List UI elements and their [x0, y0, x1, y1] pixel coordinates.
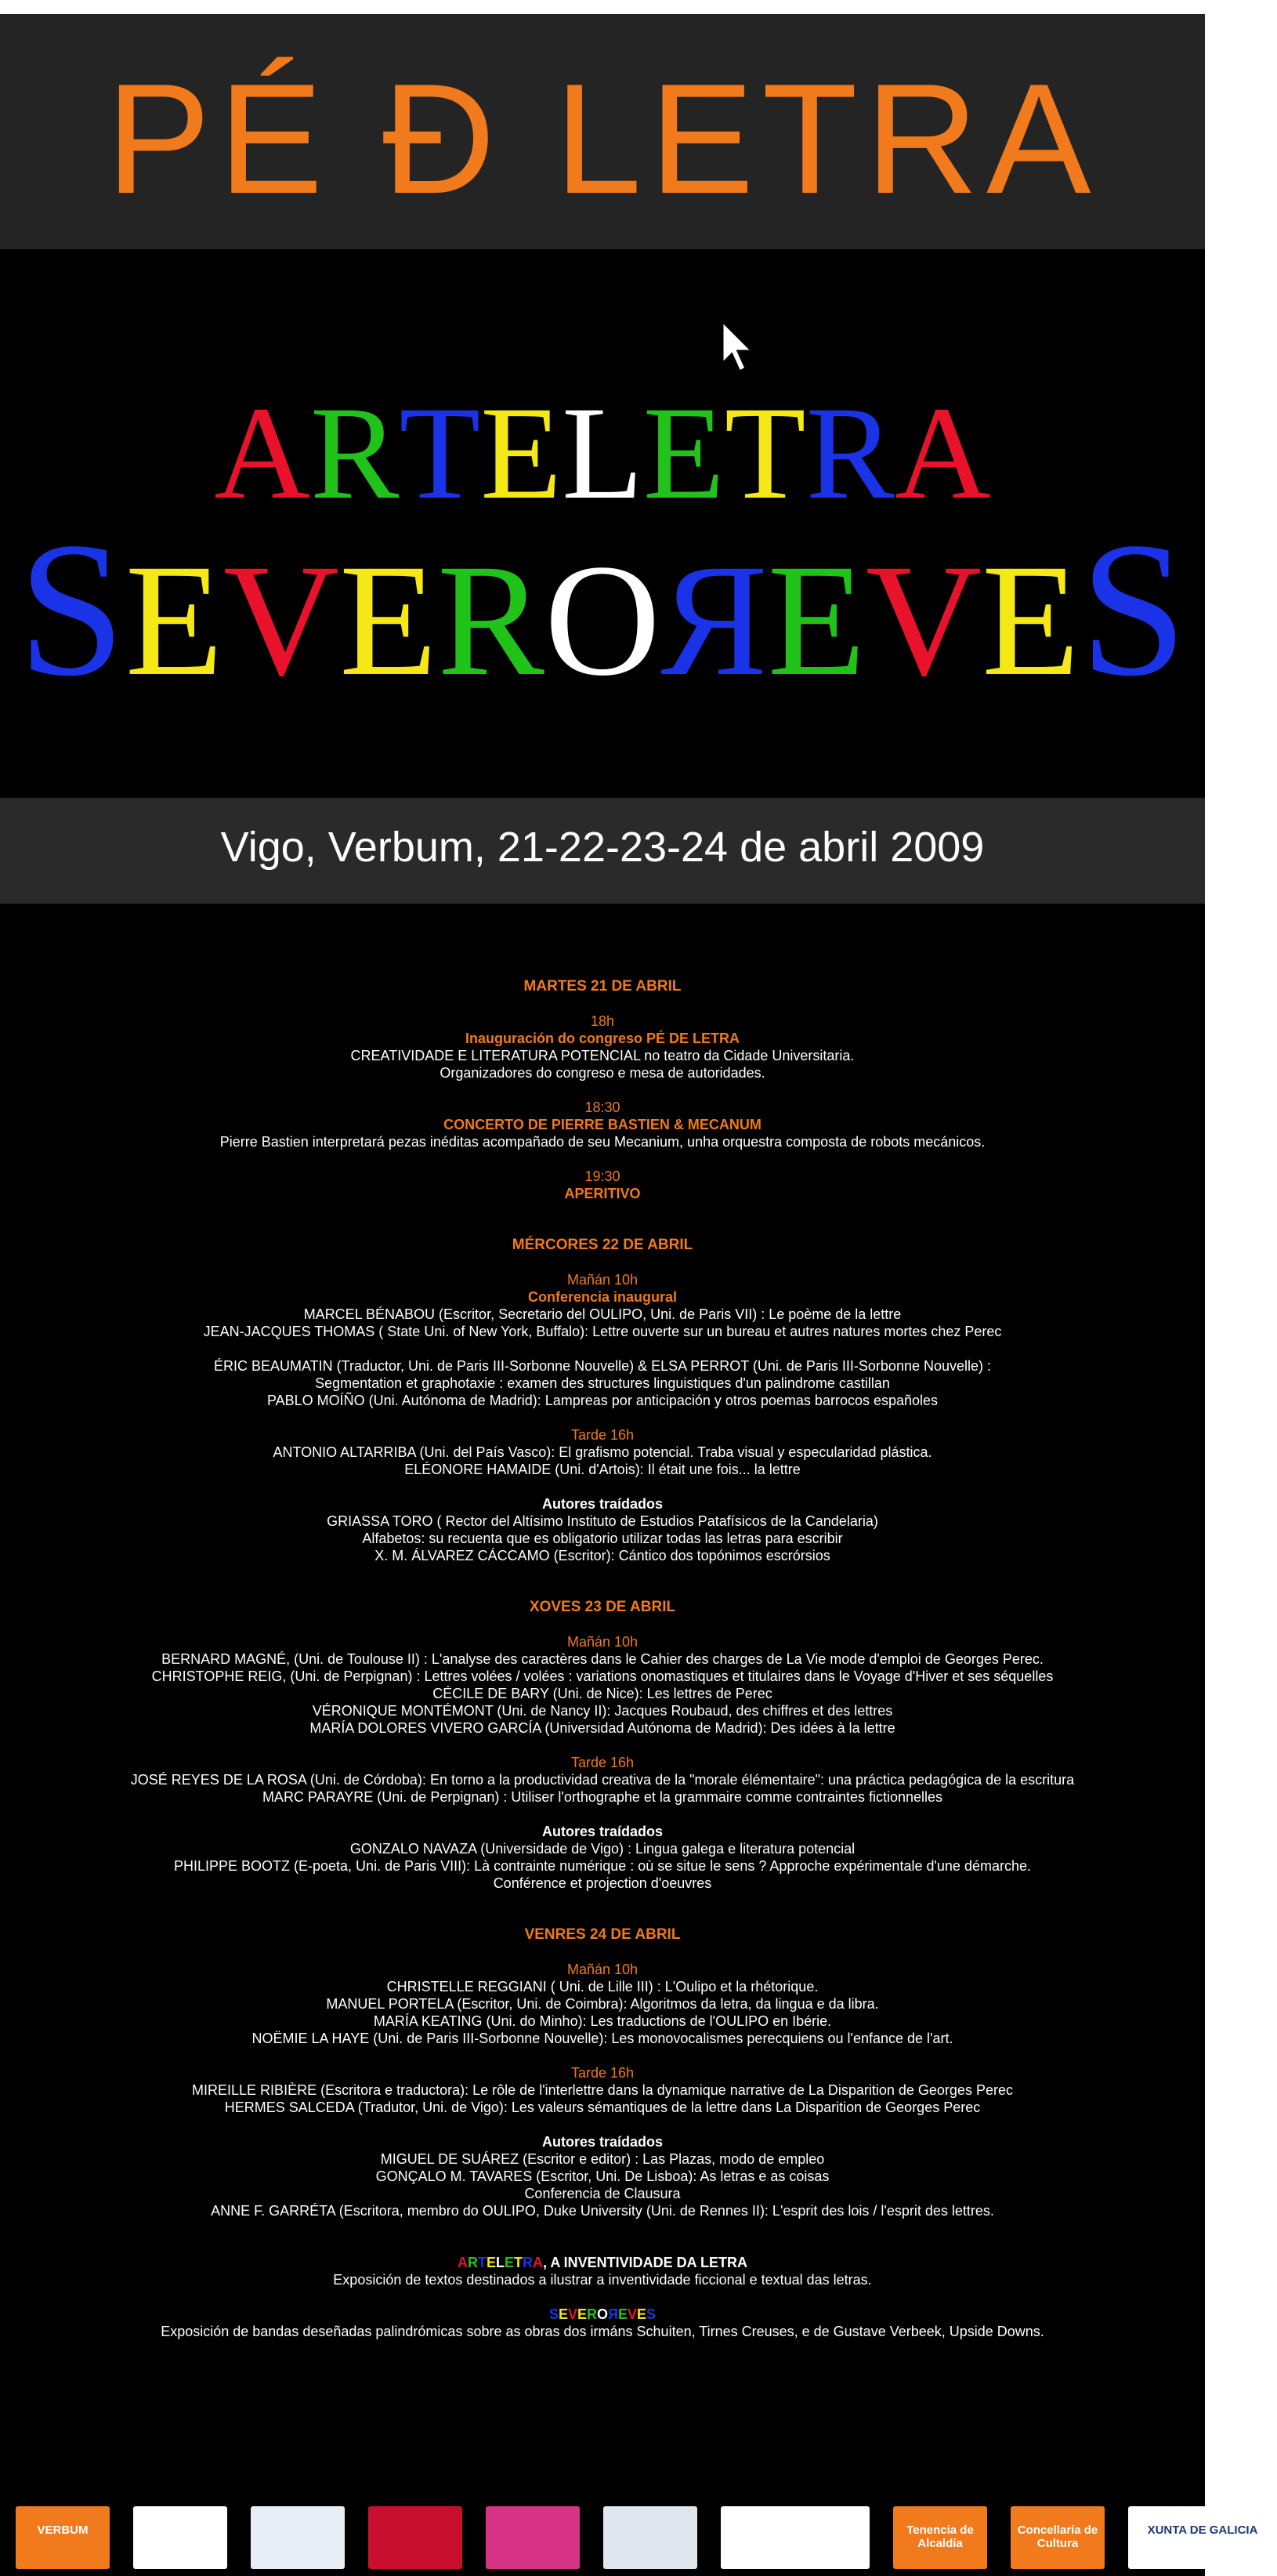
sponsor-logo	[133, 2506, 227, 2569]
program-line: JEAN-JACQUES THOMAS ( State Uni. of New York, Buffalo): Lettre ouverte sur un bureau et autres natures mortes chez Perec	[203, 1324, 1002, 1339]
arteletra-wordmark	[0, 379, 1205, 527]
wordmark-letter: V	[222, 531, 339, 709]
wordmark-letter: T	[514, 2255, 523, 2270]
wordmark-letter: A	[895, 379, 991, 527]
wordmark-letter: E	[617, 2306, 628, 2322]
wordmark-letter: V	[567, 2306, 577, 2322]
wordmark-letter: T	[399, 379, 481, 527]
severoreves-mini-wordmark	[549, 2306, 656, 2322]
exhibition-title: ARTELETRA, A INVENTIVIDADE DA LETRA	[457, 2255, 748, 2270]
wordmark-letter: R	[805, 379, 895, 527]
congress-title: PÉ Ð LETRA	[106, 52, 1099, 226]
wordmark-letter: E	[577, 2306, 588, 2322]
time-label: Tarde 16h	[570, 2065, 635, 2081]
wordmark-letter: R	[587, 2306, 598, 2322]
time-label: Mañán 10h	[566, 1272, 638, 1288]
wordmark-letter: E	[480, 379, 563, 527]
arteletra-mini-wordmark	[458, 2255, 543, 2270]
mouse-pointer-icon	[721, 320, 755, 375]
time-label: Tarde 16h	[570, 1427, 635, 1443]
wordmark-letter: O	[544, 531, 661, 709]
program-line: MIREILLE RIBIÈRE (Escritora e traductora): Le rôle de l'interlettre dans la dynamique narrative de La Disparition de Georges Perec	[192, 2082, 1013, 2098]
time-label: 18h	[590, 1013, 615, 1029]
section-heading: Autores traídados	[541, 1824, 664, 1839]
wordmark-letter: S	[548, 2306, 559, 2322]
program-line: Conferencia de Clausura	[524, 2186, 681, 2201]
program-line: Alfabetos: su recuenta que es obligatorio utilizar todas las letras para escribir	[362, 1531, 843, 1546]
event-title: APERITIVO	[564, 1186, 641, 1201]
event-title: Inauguración do congreso PÉ DE LETRA	[465, 1031, 740, 1046]
program-line: PABLO MOÍÑO (Uni. Autónoma de Madrid): Lampreas por anticipación y otros poemas barrocos españoles	[266, 1393, 939, 1408]
program-line: ELÉONORE HAMAIDE (Uni. d'Artois): Il était une fois... la lettre	[404, 1462, 801, 1477]
sponsor-logo: XUNTA DE GALICIA	[1128, 2506, 1277, 2569]
wordmark-letter: A	[457, 2255, 468, 2270]
wordmark-letter: T	[724, 379, 806, 527]
program-line: GONZALO NAVAZA (Universidade de Vigo) : Lingua galega e literatura potencial	[349, 1841, 856, 1857]
wordmark-letter: A	[214, 379, 310, 527]
program-line: ANNE F. GARRÉTA (Escritora, membro do OULIPO, Duke University (Uni. de Rennes II): L'esprit des lois / l'esprit des lettres.	[211, 2203, 994, 2219]
wordmark-letter: R	[467, 2255, 478, 2270]
program-line: PHILIPPE BOOTZ (E-poeta, Uni. de Paris VIII): Là contrainte numérique : où se situe le sens ? Approche expérimentale d'une démarche.	[173, 1858, 1031, 1874]
wordmark-letter: S	[646, 2306, 657, 2322]
wordmark-letter: V	[865, 531, 982, 709]
program-line: Exposición de bandas deseñadas palindrómicas sobre as obras dos irmáns Schuiten, Tirnes Creuses, e de Gustave Verbeek, Upside Downs.	[161, 2324, 1044, 2339]
program-line: HERMES SALCEDA (Tradutor, Uni. de Vigo): Les valeurs sémantiques de la lettre dans La Disparition de Georges Perec	[224, 2100, 981, 2115]
time-label: 18:30	[584, 1100, 620, 1115]
program-line: Exposición de textos destinados a ilustrar a inventividade ficcional e textual das letras.	[333, 2272, 872, 2288]
day-heading: VENRES 24 DE ABRIL	[524, 1926, 681, 1943]
program-line: MARÍA DOLORES VIVERO GARCÍA (Universidad Autónoma de Madrid): Des idées à la lettre	[309, 1720, 895, 1736]
sponsor-logo: Concellaría de Cultura	[1011, 2506, 1105, 2569]
wordmark-letter: V	[627, 2306, 637, 2322]
wordmark-letter: T	[477, 2255, 487, 2270]
event-date-location: Vigo, Verbum, 21-22-23-24 de abril 2009	[220, 824, 985, 871]
header-band	[0, 14, 1205, 249]
sponsor-logo: Tenencia de Alcaldía	[893, 2506, 987, 2569]
date-band	[0, 798, 1205, 904]
program-line: MARÍA KEATING (Uni. do Minho): Les traductions de l'OULIPO en Ibérie.	[373, 2013, 832, 2029]
program-line: Organizadores do congreso e mesa de autoridades.	[440, 1065, 765, 1081]
event-title: CONCERTO DE PIERRE BASTIEN & MECANUM	[443, 1117, 761, 1132]
event-title: Conferencia inaugural	[527, 1289, 678, 1305]
program-line: ÉRIC BEAUMATIN (Traductor, Uni. de Paris III-Sorbonne Nouvelle) & ELSA PERROT (Uni. de Paris III-Sorbonne Nouvelle) :	[213, 1358, 992, 1374]
sponsor-logo	[603, 2506, 697, 2569]
program-line: GONÇALO M. TAVARES (Escritor, Uni. De Lisboa): As letras e as coisas	[375, 2168, 830, 2184]
wordmark-letter: Я	[660, 531, 768, 709]
program-line: Segmentation et graphotaxie : examen des structures linguistiques d'un palindrome castillan	[315, 1375, 890, 1391]
program-line: GRIASSA TORO ( Rector del Altísimo Instituto de Estudios Patafísicos de la Candelaria)	[327, 1513, 878, 1529]
sponsor-logo	[251, 2506, 345, 2569]
wordmark-letter: R	[310, 379, 400, 527]
program-line: BERNARD MAGNÉ, (Uni. de Toulouse II) : L'analyse des caractères dans le Cahier des charges de La Vie mode d'emploi de Georges Perec.	[161, 1651, 1044, 1667]
wordmark-letter: E	[486, 2255, 496, 2270]
sponsor-logo: VERBUM	[16, 2506, 110, 2569]
section-heading: Autores traídados	[541, 2134, 664, 2150]
exhibition-title	[16, 2306, 1189, 2323]
day-heading: MÉRCORES 22 DE ABRIL	[512, 1237, 693, 1253]
program-line: CHRISTELLE REGGIANI ( Uni. de Lille III) : L'Oulipo et la rhétorique.	[386, 1979, 819, 1994]
poster	[0, 14, 1258, 2576]
program-line: X. M. ÁLVAREZ CÁCCAMO (Escritor): Cántico dos topónimos escrórsios	[374, 1548, 830, 1563]
wordmark-letter: S	[1080, 503, 1188, 716]
day-heading: MARTES 21 DE ABRIL	[523, 978, 682, 995]
sponsor-logo	[486, 2506, 580, 2569]
section-heading: Autores traídados	[541, 1496, 664, 1512]
time-label: Mañán 10h	[566, 1962, 638, 1977]
wordmark-letter: E	[125, 531, 223, 709]
sponsor-logo	[368, 2506, 462, 2569]
program-line: MIGUEL DE SUÁREZ (Escritor e editor) : Las Plazas, modo de empleo	[380, 2151, 825, 2167]
wordmark-letter: R	[523, 2255, 533, 2270]
program-line: Conférence et projection d'oeuvres	[493, 1875, 712, 1891]
wordmark-letter: E	[767, 531, 866, 709]
wordmark-letter: A	[533, 2255, 543, 2270]
program-line: CÉCILE DE BARY (Uni. de Nice): Les lettres de Perec	[432, 1686, 772, 1701]
program-line: MARCEL BÉNABOU (Escritor, Secretario del OULIPO, Uni. de Paris VII) : Le poème de la lettre	[303, 1306, 902, 1322]
program-line: JOSÉ REYES DE LA ROSA (Uni. de Córdoba): En torno a la productividad creativa de la "morale élémentaire": una práctica pedagógica de la escritura	[130, 1772, 1075, 1788]
wordmark-letter: R	[437, 531, 544, 709]
wordmark-letter: E	[982, 531, 1080, 709]
wordmark-letter: E	[504, 2255, 514, 2270]
time-label: Tarde 16h	[570, 1755, 635, 1770]
program-line: MARC PARAYRE (Uni. de Perpignan) : Utiliser l'orthographe et la grammaire comme contraintes fictionnelles	[262, 1789, 943, 1805]
time-label: 19:30	[584, 1168, 620, 1184]
day-heading: XOVES 23 DE ABRIL	[529, 1599, 676, 1615]
wordmark-letter: E	[558, 2306, 568, 2322]
program-line: VÉRONIQUE MONTÉMONT (Uni. de Nancy II): Jacques Roubaud, des chiffres et des lettres	[312, 1703, 893, 1719]
sponsor-logo	[721, 2506, 870, 2569]
program-line: CHRISTOPHE REIG, (Uni. de Perpignan) : Lettres volées / volées : variations onomastiques et titulaires dans le Voyage d'Hiver et ses séquelles	[151, 1668, 1054, 1684]
wordmark-letter: L	[562, 379, 643, 527]
wordmark-letter: E	[642, 379, 725, 527]
program-line: Pierre Bastien interpretará pezas inéditas acompañado de seu Mecanium, unha orquestra composta de robots mecánicos.	[219, 1134, 986, 1150]
time-label: Mañán 10h	[566, 1634, 638, 1650]
wordmark-letter: Я	[608, 2306, 618, 2322]
wordmark-letter: O	[597, 2306, 609, 2322]
severoreves-wordmark	[0, 503, 1205, 716]
program-line: MANUEL PORTELA (Escritor, Uni. de Coimbra): Algoritmos da letra, da lingua e da libra.	[326, 1996, 879, 2012]
wordmark-letter: L	[495, 2255, 505, 2270]
program-line: CREATIVIDADE E LITERATURA POTENCIAL no teatro da Cidade Universitaria.	[350, 1048, 855, 1063]
sponsor-logos	[0, 2483, 1258, 2569]
program-schedule	[16, 978, 1189, 2340]
wordmark-letter: S	[17, 503, 125, 716]
wordmark-letter: E	[637, 2306, 647, 2322]
program-line: ANTONIO ALTARRIBA (Uni. del País Vasco): El grafismo potencial. Traba visual y especularidad plástica.	[273, 1444, 932, 1460]
wordmark-letter: E	[339, 531, 438, 709]
program-line: NOËMIE LA HAYE (Uni. de Paris III-Sorbonne Nouvelle): Les monovocalismes perecquiens ou l'enfance de l'art.	[251, 2031, 953, 2046]
